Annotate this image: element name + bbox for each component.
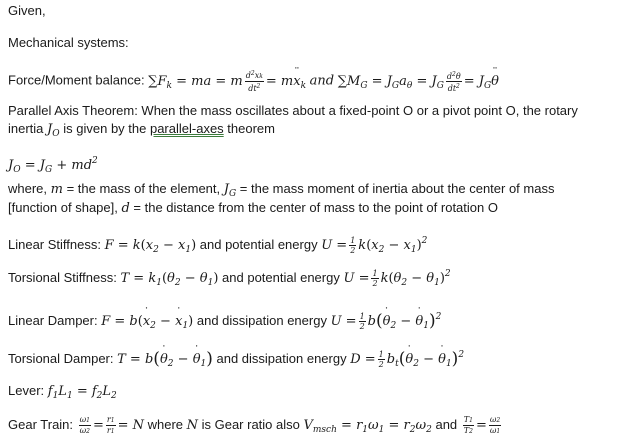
- parallel-axis-line-2: [8, 121, 275, 142]
- given-text: Given,: [8, 3, 46, 18]
- torsional-stiffness: Torsional Stiffness: $T = k_1(\theta_2 - \theta_1)$ and potential energy U = $\frac{1}{2}$ $k(\theta_2 - \theta_1)^2$: [8, 269, 451, 288]
- linear-stiffness-mid: and potential energy: [196, 237, 322, 252]
- linear-damper: Linear Damper: F = b(x $˙_2 - x$ $˙_1$) and dissipation energy U = $\frac{1}{2}$ b(θ $˙_2 - \theta$ $˙_1)^2$: [8, 309, 441, 334]
- gear-mid-1: where: [143, 417, 187, 432]
- torsional-damper: Torsional Damper: T = b(θ $˙_2 - \theta$ $˙_1$) and dissipation energy D = $\frac{1}{2}$ $b_t(\theta$ $˙_2 - \theta$ $˙_1)^2$: [8, 347, 464, 372]
- linear-stiffness: Linear Stiffness: $F = k(x_2 - x_1)$ and potential energy U = $\frac{1}{2}$ $k(x_2 - x_1)^2$: [8, 236, 428, 255]
- where-line-1: where, m = the mass of the element, $J_G$ = the mass moment of inertia about the center of mass: [8, 181, 555, 199]
- where-line2-post: = the distance from the center of mass to the point of rotation O: [129, 200, 498, 215]
- torsional-damper-label: Torsional Damper:: [8, 351, 118, 366]
- parallel-axis-equation: $J_O = J_G + md^2$: [8, 156, 98, 175]
- gear-label: Gear Train:: [8, 417, 77, 432]
- force-moment-balance: [8, 69, 499, 94]
- where-pre: where,: [8, 181, 51, 196]
- parallel-axis-line-1: Parallel Axis Theorem: When the mass oscillates about a fixed-point O or a pivot point O, the rotary: [8, 103, 578, 118]
- force-equation: $\sum F_k$ = ma = m $\frac{d^2xk}{dt^2}$ = mx $¨_k$: [148, 74, 306, 89]
- linear-stiffness-label: Linear Stiffness:: [8, 237, 105, 252]
- parallel-post: theorem: [223, 121, 275, 136]
- moment-equation: $\sum M_G = J_Ga_\theta = J_G$ $\frac{d^2\theta}{dt^2}$ = $J_G\theta$ ¨: [338, 74, 499, 89]
- and-word: and: [309, 73, 335, 89]
- torsional-stiffness-label: Torsional Stiffness:: [8, 270, 121, 285]
- lever-label: Lever:: [8, 383, 48, 398]
- parallel-axes-link[interactable]: parallel-axes: [149, 121, 224, 136]
- gear-train: Gear Train: $\frac{\omega 1}{\omega 2}$ = $\frac{r1}{r1}$ = N where N is Gear ratio also $V_{msch} = r_1\omega_1 = r_2\omega_2$ and $\frac{T1}{T2}$ = $\frac{\omega 2}{\omega 1}$: [8, 415, 501, 435]
- where-b: = the mass moment of inertia about the center of mass: [236, 181, 555, 196]
- where-line-2: [function of shape], d = the distance from the center of mass to the point of rotation O: [8, 200, 498, 216]
- linear-damper-mid: and dissipation energy: [193, 313, 331, 328]
- lever: Lever: $f_1L_1 = f_2L_2$: [8, 383, 117, 401]
- torsional-damper-mid: and dissipation energy: [212, 351, 351, 366]
- torsional-stiffness-mid: and potential energy: [218, 270, 344, 285]
- linear-damper-label: Linear Damper:: [8, 313, 102, 328]
- jo-symbol: $J_O$: [47, 122, 60, 139]
- parallel-pre: inertia: [8, 121, 48, 136]
- parallel-mid: is given by the: [59, 121, 150, 136]
- gear-mid-2: is Gear ratio also: [198, 417, 304, 432]
- gear-and: and: [431, 417, 461, 432]
- where-line2-pre: [function of shape],: [8, 200, 122, 215]
- where-a: = the mass of the element,: [62, 181, 224, 196]
- force-label: Force/Moment balance:: [8, 72, 149, 88]
- section-heading: Mechanical systems:: [8, 35, 129, 50]
